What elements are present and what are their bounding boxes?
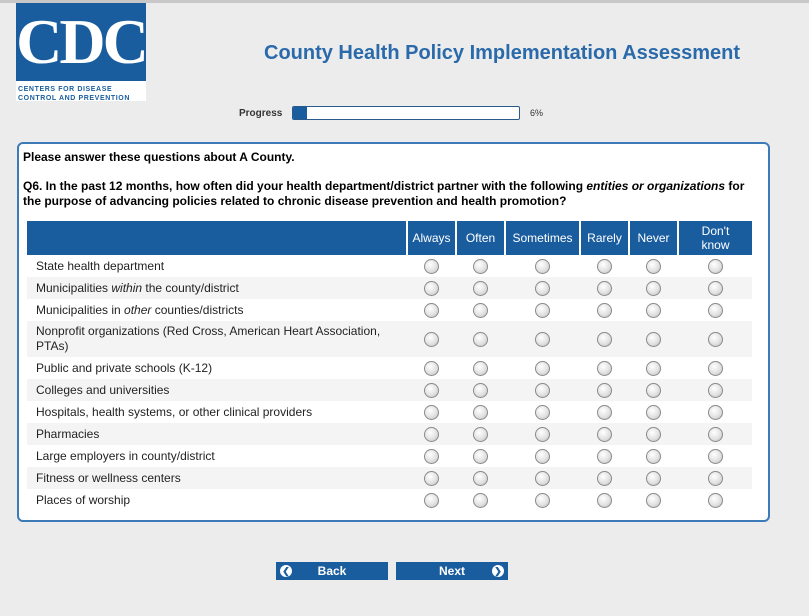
radio-button[interactable]: [535, 449, 550, 464]
radio-button[interactable]: [473, 332, 488, 347]
radio-button[interactable]: [424, 259, 439, 274]
progress-bar: [292, 106, 520, 120]
question-text-emphasis: entities or organizations: [586, 179, 726, 193]
radio-button[interactable]: [646, 471, 661, 486]
radio-cell: [407, 321, 456, 357]
radio-button[interactable]: [646, 383, 661, 398]
radio-cell: [629, 445, 678, 467]
radio-button[interactable]: [473, 383, 488, 398]
radio-button[interactable]: [535, 281, 550, 296]
radio-cell: [629, 467, 678, 489]
radio-cell: [580, 423, 629, 445]
progress-bar-fill: [293, 107, 307, 119]
radio-button[interactable]: [424, 303, 439, 318]
radio-button[interactable]: [473, 303, 488, 318]
radio-button[interactable]: [535, 405, 550, 420]
radio-cell: [505, 277, 580, 299]
radio-cell: [580, 299, 629, 321]
row-label: [27, 299, 407, 321]
row-label-pre: Municipalities: [36, 280, 112, 295]
radio-cell: [580, 255, 629, 277]
radio-cell: [678, 423, 752, 445]
cdc-logo-line1: CENTERS FOR DISEASE: [18, 86, 113, 93]
radio-cell: [505, 321, 580, 357]
radio-cell: [580, 467, 629, 489]
radio-button[interactable]: [424, 361, 439, 376]
table-row: [27, 379, 752, 401]
row-label: [27, 423, 407, 445]
table-row: [27, 277, 752, 299]
radio-cell: [505, 379, 580, 401]
radio-cell: [456, 445, 505, 467]
row-label-pre: Pharmacies: [36, 426, 100, 441]
radio-button[interactable]: [597, 405, 612, 420]
row-label-pre: Hospitals, health systems, or other clinical providers: [36, 404, 313, 419]
radio-cell: [456, 255, 505, 277]
radio-button[interactable]: [473, 405, 488, 420]
radio-button[interactable]: [424, 449, 439, 464]
radio-button[interactable]: [708, 303, 723, 318]
radio-cell: [456, 489, 505, 511]
radio-cell: [629, 255, 678, 277]
cdc-logo-box: [16, 3, 146, 81]
radio-button[interactable]: [646, 449, 661, 464]
radio-button[interactable]: [708, 493, 723, 508]
chevron-right-icon: ❯: [492, 565, 504, 577]
radio-cell: [678, 467, 752, 489]
row-label: [27, 379, 407, 401]
row-label: [27, 277, 407, 299]
radio-button[interactable]: [473, 471, 488, 486]
column-header: Never: [629, 221, 678, 255]
radio-button[interactable]: [535, 303, 550, 318]
row-label-pre: Nonprofit organizations (Red Cross, American Heart Association, PTAs): [36, 324, 381, 353]
radio-cell: [456, 401, 505, 423]
radio-cell: [629, 277, 678, 299]
row-label-em: within: [111, 280, 143, 295]
question-text: [23, 179, 763, 209]
progress-label: Progress: [239, 108, 283, 119]
row-label: [27, 321, 407, 357]
table-row: [27, 423, 752, 445]
row-label-pre: Municipalities in: [36, 302, 125, 317]
radio-cell: [629, 357, 678, 379]
radio-button[interactable]: [708, 449, 723, 464]
radio-cell: [456, 467, 505, 489]
radio-button[interactable]: [424, 405, 439, 420]
radio-cell: [629, 423, 678, 445]
row-label-pre: State health department: [36, 258, 165, 273]
response-grid: [27, 221, 752, 511]
radio-button[interactable]: [708, 281, 723, 296]
next-button[interactable]: [396, 562, 508, 580]
radio-button[interactable]: [646, 259, 661, 274]
column-header: Often: [456, 221, 505, 255]
column-header: Sometimes: [505, 221, 580, 255]
radio-cell: [456, 357, 505, 379]
column-header: Always: [407, 221, 456, 255]
radio-cell: [407, 299, 456, 321]
radio-cell: [407, 467, 456, 489]
row-label: [27, 401, 407, 423]
radio-cell: [678, 357, 752, 379]
radio-button[interactable]: [708, 471, 723, 486]
row-label: [27, 445, 407, 467]
table-row: [27, 445, 752, 467]
radio-cell: [505, 299, 580, 321]
radio-cell: [505, 255, 580, 277]
row-label-pre: Colleges and universities: [36, 382, 170, 397]
radio-cell: [456, 321, 505, 357]
radio-button[interactable]: [597, 361, 612, 376]
radio-button[interactable]: [473, 361, 488, 376]
radio-button[interactable]: [535, 471, 550, 486]
radio-cell: [580, 489, 629, 511]
radio-button[interactable]: [597, 427, 612, 442]
cdc-logo-letters: CDC: [16, 6, 146, 77]
radio-button[interactable]: [535, 493, 550, 508]
cdc-logo-subtitle: [18, 85, 146, 103]
radio-button[interactable]: [646, 427, 661, 442]
column-header: Don't know: [678, 221, 752, 255]
radio-button[interactable]: [708, 383, 723, 398]
row-label-pre: Places of worship: [36, 492, 131, 507]
radio-button[interactable]: [597, 332, 612, 347]
radio-cell: [678, 489, 752, 511]
row-label-pre: Public and private schools (K-12): [36, 360, 213, 375]
radio-cell: [456, 277, 505, 299]
radio-cell: [580, 277, 629, 299]
radio-button[interactable]: [473, 427, 488, 442]
row-label: [27, 489, 407, 511]
table-row: [27, 489, 752, 511]
radio-button[interactable]: [424, 471, 439, 486]
chevron-left-icon: ❮: [280, 565, 292, 577]
radio-cell: [678, 401, 752, 423]
radio-button[interactable]: [424, 427, 439, 442]
radio-button[interactable]: [708, 361, 723, 376]
radio-cell: [505, 489, 580, 511]
radio-cell: [629, 401, 678, 423]
grid-header-blank: [27, 221, 407, 255]
table-row: [27, 255, 752, 277]
radio-cell: [456, 299, 505, 321]
radio-cell: [629, 299, 678, 321]
column-header: Rarely: [580, 221, 629, 255]
radio-cell: [678, 299, 752, 321]
radio-button[interactable]: [535, 361, 550, 376]
radio-cell: [678, 321, 752, 357]
page-title: County Health Policy Implementation Assessment: [264, 42, 741, 64]
radio-cell: [580, 445, 629, 467]
question-text-post: for the purpose of advancing policies related to chronic disease prevention and health promotion?: [23, 179, 745, 208]
radio-cell: [580, 379, 629, 401]
radio-button[interactable]: [708, 427, 723, 442]
radio-button[interactable]: [424, 281, 439, 296]
radio-cell: [456, 423, 505, 445]
row-label: [27, 357, 407, 379]
radio-cell: [678, 277, 752, 299]
radio-cell: [505, 445, 580, 467]
radio-cell: [629, 489, 678, 511]
radio-button[interactable]: [535, 332, 550, 347]
grid-header-row: [27, 221, 752, 255]
row-label: [27, 255, 407, 277]
radio-button[interactable]: [646, 405, 661, 420]
radio-cell: [456, 379, 505, 401]
table-row: [27, 299, 752, 321]
radio-cell: [580, 401, 629, 423]
question-number: Q6.: [23, 179, 43, 193]
radio-cell: [580, 321, 629, 357]
survey-intro: Please answer these questions about A County.: [23, 150, 295, 164]
back-button[interactable]: [276, 562, 388, 580]
radio-cell: [629, 379, 678, 401]
radio-button[interactable]: [597, 493, 612, 508]
radio-button[interactable]: [646, 303, 661, 318]
radio-cell: [407, 255, 456, 277]
question-text-pre: In the past 12 months, how often did your health department/district partner with the following: [42, 179, 587, 193]
row-label-em: other: [124, 302, 152, 317]
radio-button[interactable]: [597, 449, 612, 464]
radio-button[interactable]: [708, 259, 723, 274]
radio-cell: [678, 445, 752, 467]
table-row: [27, 401, 752, 423]
radio-button[interactable]: [535, 427, 550, 442]
radio-button[interactable]: [424, 332, 439, 347]
table-row: [27, 467, 752, 489]
radio-cell: [407, 357, 456, 379]
radio-cell: [505, 357, 580, 379]
radio-cell: [407, 489, 456, 511]
radio-button[interactable]: [597, 303, 612, 318]
radio-button[interactable]: [597, 383, 612, 398]
radio-cell: [580, 357, 629, 379]
radio-cell: [678, 255, 752, 277]
radio-cell: [505, 401, 580, 423]
cdc-logo-line2: CONTROL AND PREVENTION: [18, 95, 130, 102]
row-label-post: the county/district: [142, 280, 239, 295]
back-button-label: Back: [317, 564, 347, 578]
row-label-pre: Large employers in county/district: [36, 448, 215, 463]
radio-button[interactable]: [708, 332, 723, 347]
radio-button[interactable]: [646, 361, 661, 376]
radio-cell: [407, 401, 456, 423]
radio-button[interactable]: [535, 383, 550, 398]
table-row: [27, 357, 752, 379]
radio-cell: [407, 423, 456, 445]
radio-cell: [678, 379, 752, 401]
radio-button[interactable]: [646, 281, 661, 296]
radio-cell: [505, 423, 580, 445]
radio-cell: [407, 277, 456, 299]
radio-button[interactable]: [473, 281, 488, 296]
radio-button[interactable]: [535, 259, 550, 274]
table-row: [27, 321, 752, 357]
radio-cell: [407, 379, 456, 401]
radio-button[interactable]: [597, 281, 612, 296]
radio-button[interactable]: [473, 493, 488, 508]
cdc-logo: [16, 3, 146, 101]
radio-button[interactable]: [424, 383, 439, 398]
row-label-post: counties/districts: [151, 302, 244, 317]
radio-button[interactable]: [597, 471, 612, 486]
radio-button[interactable]: [646, 332, 661, 347]
row-label: [27, 467, 407, 489]
radio-button[interactable]: [646, 493, 661, 508]
next-button-label: Next: [438, 564, 465, 578]
row-label-pre: Fitness or wellness centers: [36, 470, 181, 485]
radio-button[interactable]: [424, 493, 439, 508]
question-panel: [17, 142, 770, 522]
progress-percent: 6%: [530, 108, 544, 118]
radio-button[interactable]: [708, 405, 723, 420]
radio-button[interactable]: [473, 259, 488, 274]
radio-button[interactable]: [473, 449, 488, 464]
radio-cell: [505, 467, 580, 489]
radio-button[interactable]: [597, 259, 612, 274]
radio-cell: [629, 321, 678, 357]
radio-cell: [407, 445, 456, 467]
